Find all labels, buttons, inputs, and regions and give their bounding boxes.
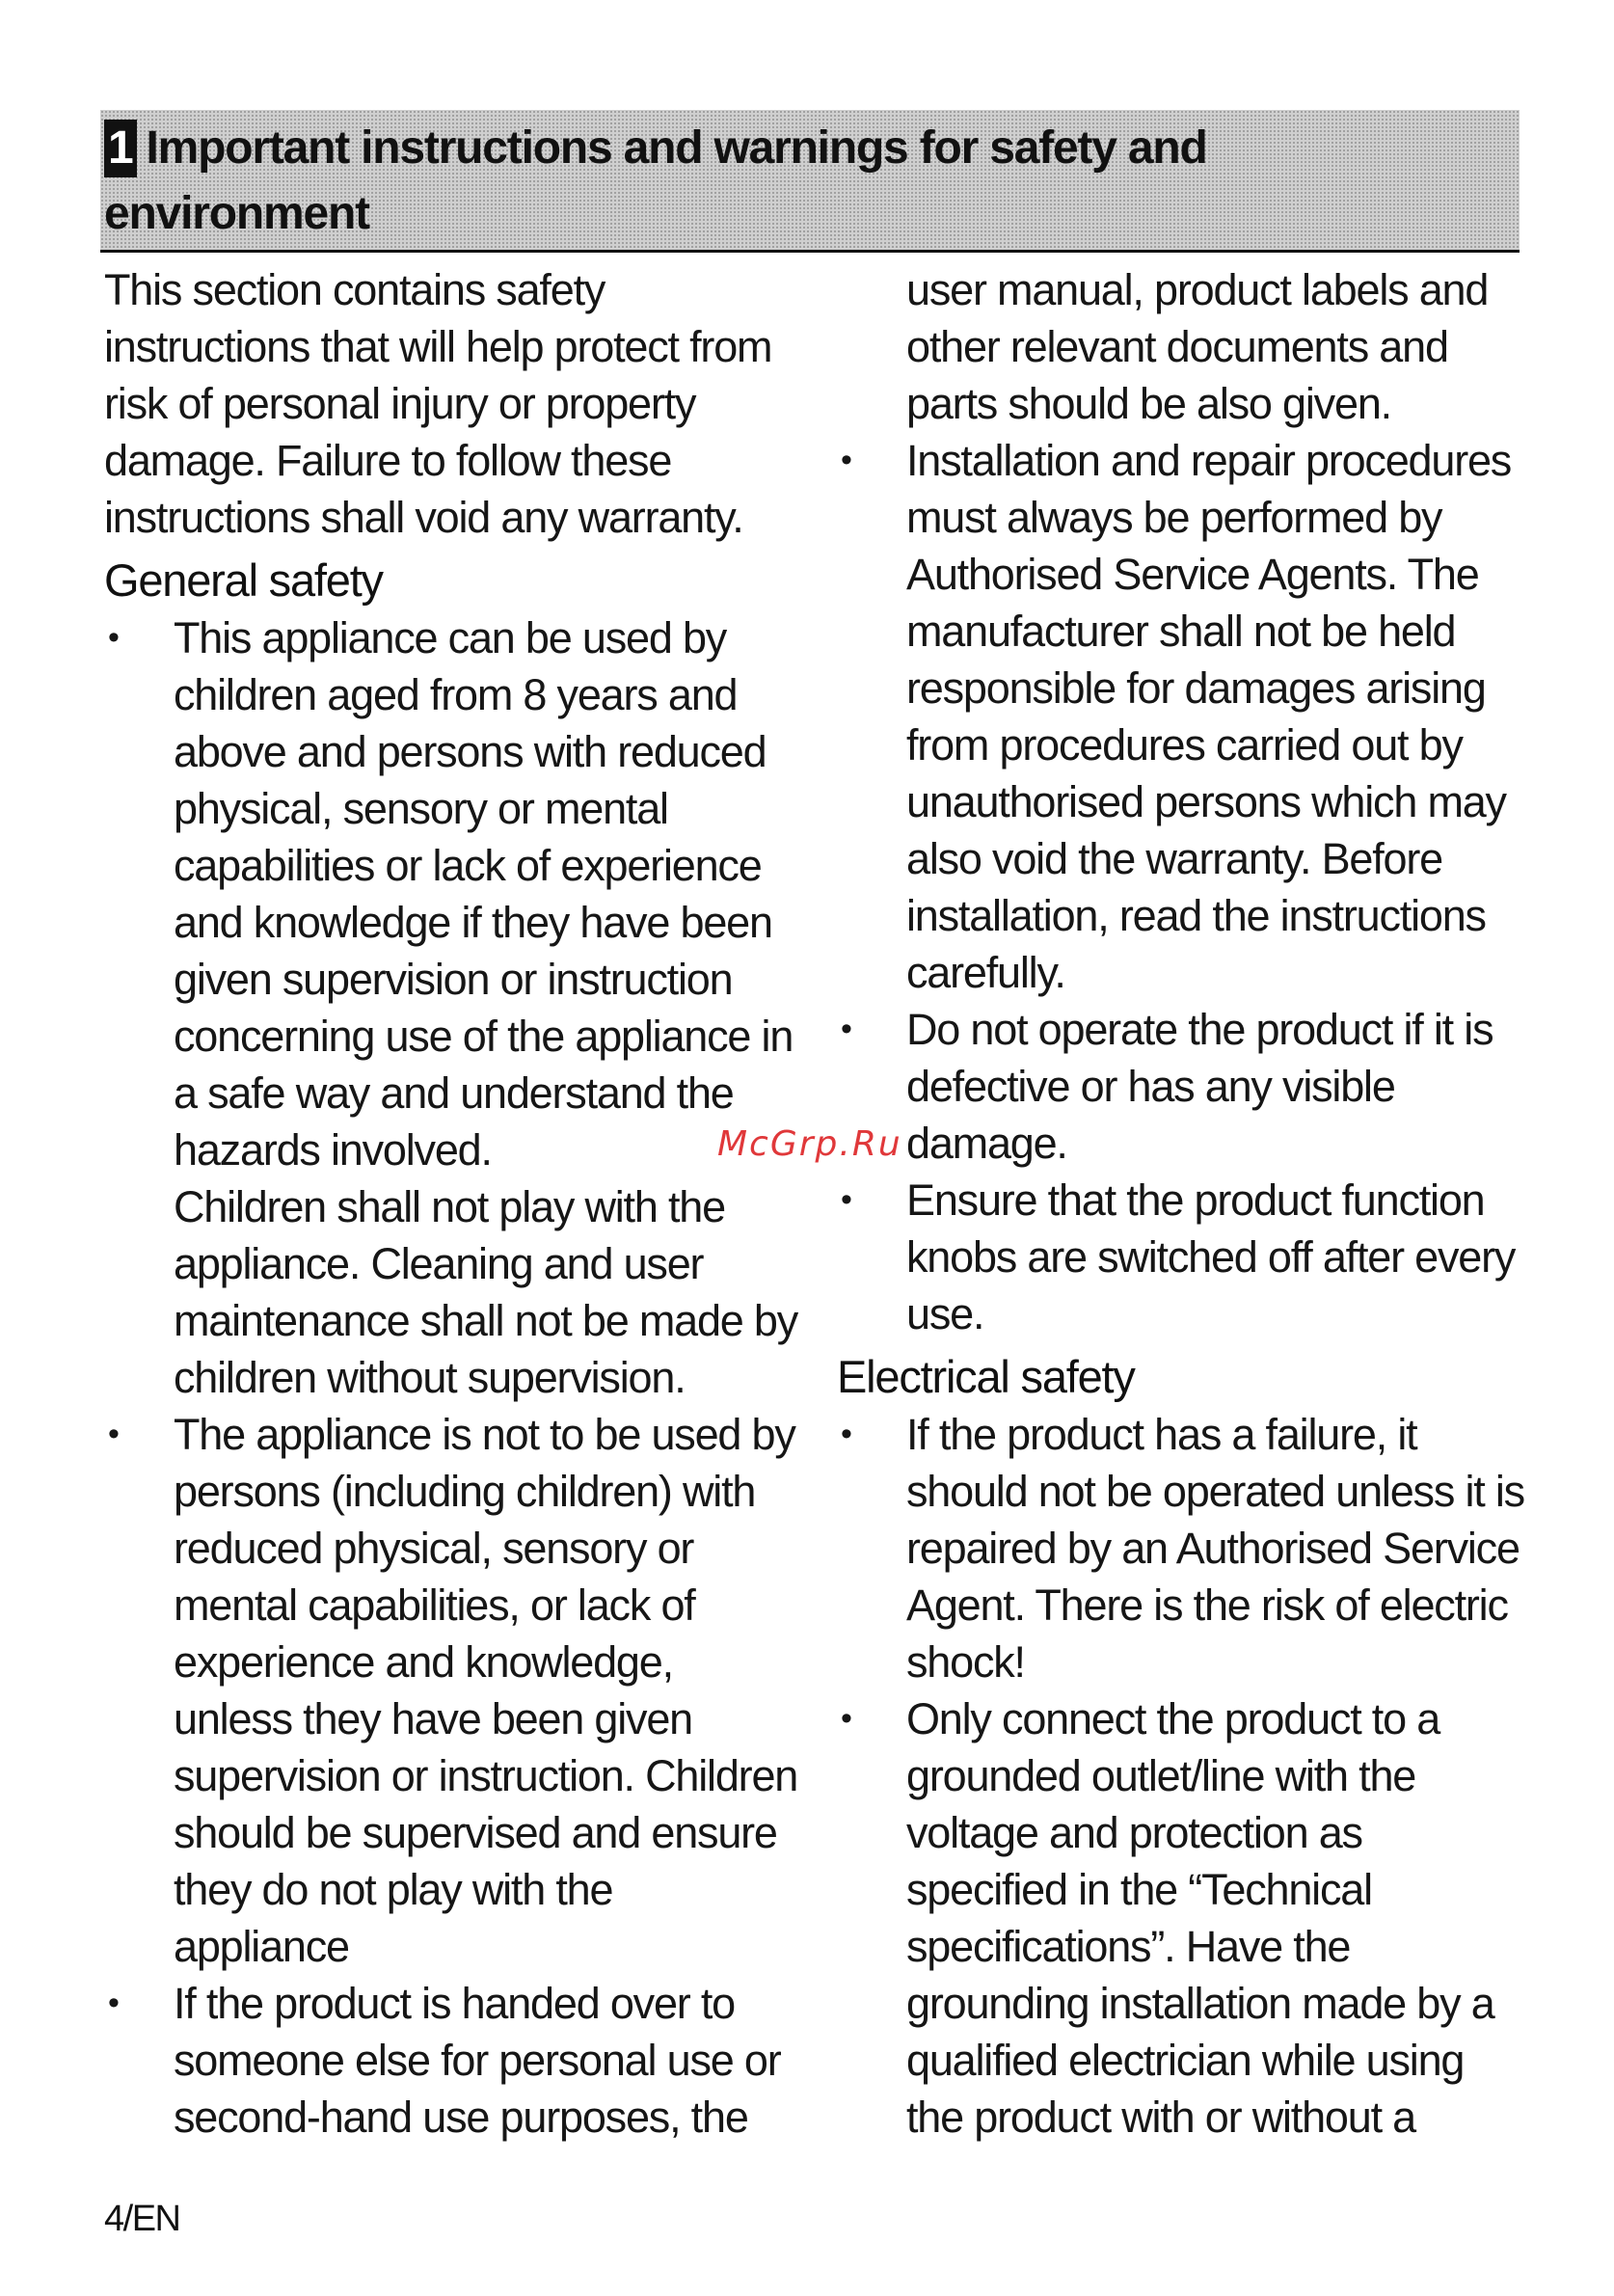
left-column	[104, 261, 798, 2146]
list-item	[837, 1406, 1531, 1690]
list-item-continuation: user manual, product labels and other relevant documents and parts should be also given.	[906, 265, 1489, 428]
section-title-line2: environment	[104, 188, 369, 239]
list-item-text: Do not operate the product if it is defective or has any visible damage.	[906, 1005, 1493, 1168]
general-safety-heading: General safety	[104, 554, 383, 606]
list-item	[837, 1001, 1531, 1172]
bullet-icon: •	[841, 1011, 851, 1047]
list-item-text: If the product is handed over to someone else for personal use or second-hand use purposes, the	[174, 1979, 781, 2142]
bullet-icon: •	[841, 442, 851, 478]
bullet-icon: •	[841, 1416, 851, 1452]
page-number: 4/EN	[104, 2199, 180, 2239]
list-item-text: This appliance can be used by children aged from 8 years and above and persons with reduced physical, sensory or mental capabilities or lack of experience and knowledge if they have been given supervision or instruction concerning use of the appliance in a safe way and understand the hazards involved.	[174, 613, 794, 1175]
list-item	[104, 609, 798, 1178]
electrical-safety-heading: Electrical safety	[837, 1351, 1135, 1402]
list-item	[837, 1690, 1531, 2146]
intro-paragraph: This section contains safety instructions that will help protect from risk of personal injury or property damage. Failure to follow these instructions shall void any warranty.	[104, 265, 772, 542]
list-item-continuation: Children shall not play with the appliance. Cleaning and user maintenance shall not be made by children without supervision.	[174, 1182, 798, 1402]
section-number: 1	[104, 120, 137, 177]
bullet-icon: •	[841, 1700, 851, 1737]
list-item	[837, 432, 1531, 1001]
section-title-line1: Important instructions and warnings for safety and	[146, 122, 1207, 174]
list-item	[104, 1975, 798, 2146]
list-item	[837, 1172, 1531, 1342]
watermark: McGrp.Ru	[717, 1124, 902, 1164]
bullet-icon: •	[108, 619, 119, 656]
right-column	[837, 261, 1531, 2146]
general-safety-list-continued	[837, 432, 1531, 1342]
list-item-text: Installation and repair procedures must always be performed by Authorised Service Agents. The manufacturer shall not be held responsible for damages arising from procedures carried out by unauthorised persons which may also void the warranty. Before installation, read the instructions carefully.	[906, 436, 1512, 997]
list-item-text: The appliance is not to be used by persons (including children) with reduced physical, sensory or mental capabilities, or lack of experience and knowledge, unless they have been given supervision or instruction. Children should be supervised and ensure they do not play with the appliance	[174, 1410, 798, 1971]
list-item-text: Ensure that the product function knobs are switched off after every use.	[906, 1175, 1516, 1338]
bullet-icon: •	[841, 1181, 851, 1218]
list-item	[104, 1406, 798, 1975]
list-item-text: If the product has a failure, it should not be operated unless it is repaired by an Authorised Service Agent. There is the risk of electric shock!	[906, 1410, 1524, 1687]
electrical-safety-list	[837, 1406, 1531, 2146]
bullet-icon: •	[108, 1416, 119, 1452]
general-safety-list	[104, 609, 798, 2146]
list-item-text: Only connect the product to a grounded outlet/line with the voltage and protection as specified in the “Technical specifications”. Have the grounding installation made by a qualified electrician while using the product with or without a	[906, 1694, 1494, 2142]
section-title	[104, 116, 1493, 247]
bullet-icon: •	[108, 1985, 119, 2021]
